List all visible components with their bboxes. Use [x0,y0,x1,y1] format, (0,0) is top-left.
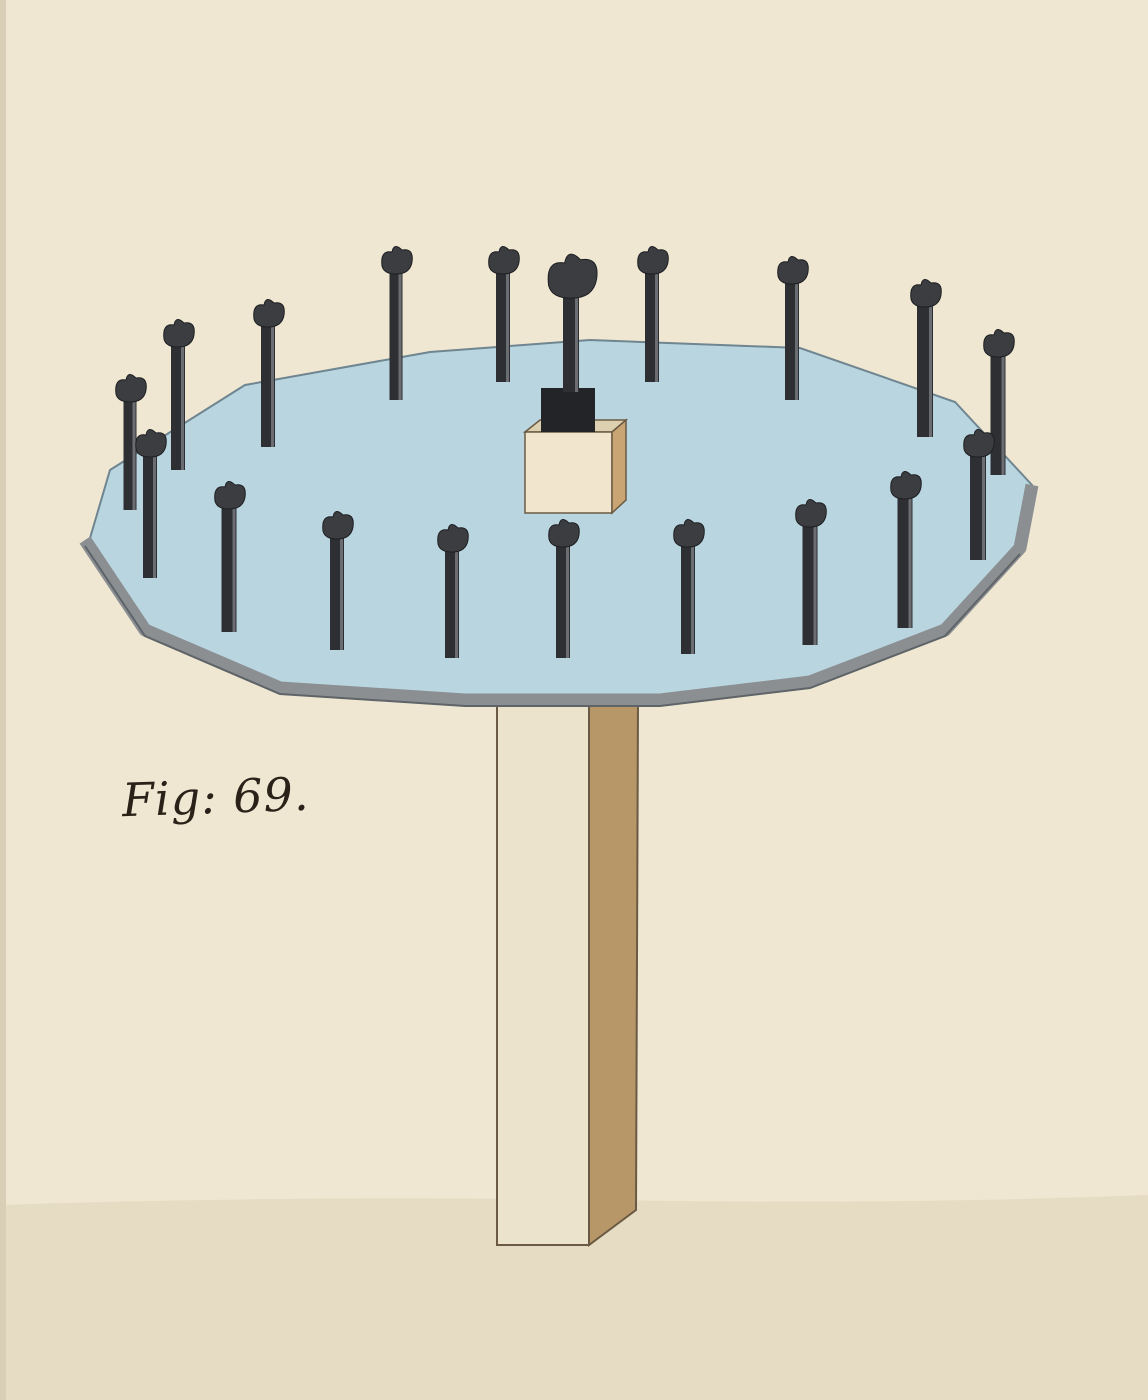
candle-highlight [153,455,156,578]
candle-highlight [691,545,694,654]
candle-highlight [982,455,985,560]
candle-holder [541,388,595,432]
candle-highlight [575,295,578,392]
pedestal-front [525,432,612,513]
candle-highlight [814,525,817,645]
candle-highlight [455,550,458,658]
paper-left-edge [0,0,6,1400]
candle-highlight [506,272,509,382]
candle-highlight [399,272,402,400]
pedestal-side [612,420,626,513]
pillar [497,695,638,1245]
pillar-front [497,695,589,1245]
candle-highlight [1002,355,1005,475]
pillar-side [589,702,638,1245]
candle-highlight [566,545,569,658]
candle-highlight [655,272,658,382]
candle-highlight [795,282,798,400]
candle-highlight [340,537,343,650]
candle-highlight [181,345,184,470]
candle-highlight [271,325,274,447]
candle-highlight [929,305,932,437]
candle-highlight [133,400,136,510]
candle-highlight [909,497,912,628]
figure-caption: Fig: 69. [121,766,311,828]
candle-highlight [233,507,236,632]
